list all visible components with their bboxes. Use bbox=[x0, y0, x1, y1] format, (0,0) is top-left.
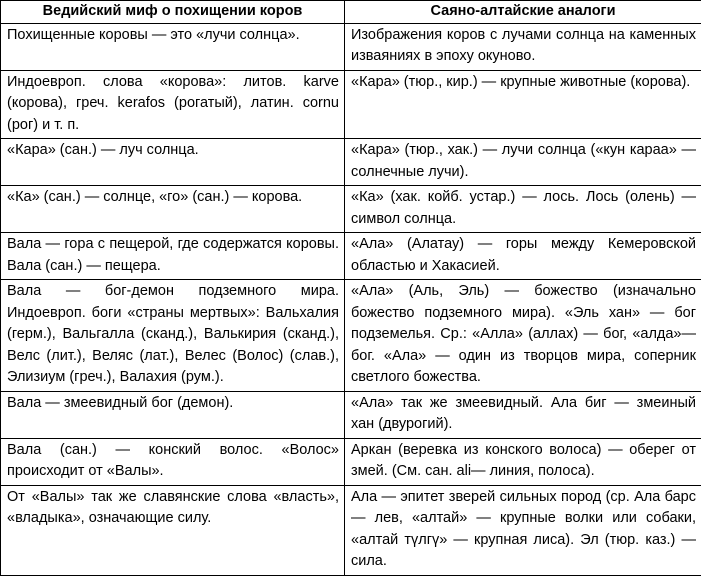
table-row bbox=[1, 186, 701, 233]
vedic-cell: Вала — бог-демон подземного мира. Индоевроп. боги «страны мертвых»: Вальхалия (герм.), Вальгалла (сканд.), Валькирия (сканд.), Велс (лит.), Веляс (лат.), Велес (Волос) (слав.), Элизиум (греч.), Валахия (рум.). bbox=[1, 280, 345, 392]
vedic-cell: «Ка» (сан.) — солнце, «го» (сан.) — корова. bbox=[1, 186, 345, 233]
altai-cell: «Ала» (Аль, Эль) — божество (изначально божество подземного мира). «Эль хан» — бог подземелья. Ср.: «Алла» (аллах) — бог, «алда»— бог. «Ала» — один из творцов мира, соперник светлого божества. bbox=[345, 280, 701, 392]
altai-cell: Ала — эпитет зверей сильных пород (ср. Ала барс — лев, «алтай» — крупные волки или собаки, «алтай түлгү» — крупная лиса). Эл (тюр. каз.) — сила. bbox=[345, 485, 701, 575]
altai-cell: Аркан (веревка из конского волоса) — оберег от змей. (См. сан. ali— линия, полоса). bbox=[345, 438, 701, 485]
altai-cell: «Кара» (тюр., кир.) — крупные животные (корова). bbox=[345, 70, 701, 139]
column-header-vedic-myth: Ведийский миф о похищении коров bbox=[1, 1, 345, 24]
vedic-cell: Похищенные коровы — это «лучи солнца». bbox=[1, 23, 345, 70]
altai-cell: Изображения коров с лучами солнца на каменных изваяниях в эпоху окуново. bbox=[345, 23, 701, 70]
table-row bbox=[1, 233, 701, 280]
vedic-cell: Вала — змеевидный бог (демон). bbox=[1, 391, 345, 438]
vedic-cell: Вала — гора с пещерой, где содержатся коровы. Вала (сан.) — пещера. bbox=[1, 233, 345, 280]
altai-cell: «Ка» (хак. койб. устар.) — лось. Лось (олень) — символ солнца. bbox=[345, 186, 701, 233]
table-row bbox=[1, 139, 701, 186]
vedic-cell: От «Валы» так же славянские слова «власть», «владыка», означающие силу. bbox=[1, 485, 345, 575]
table-row bbox=[1, 23, 701, 70]
altai-cell: «Ала» так же змеевидный. Ала биг — змеиный хан (двурогий). bbox=[345, 391, 701, 438]
table-row bbox=[1, 70, 701, 139]
vedic-cell: «Кара» (сан.) — луч солнца. bbox=[1, 139, 345, 186]
table-row bbox=[1, 438, 701, 485]
altai-cell: «Ала» (Алатау) — горы между Кемеровской областью и Хакасией. bbox=[345, 233, 701, 280]
column-header-sayan-altai: Саяно-алтайские аналоги bbox=[345, 1, 701, 24]
table-row bbox=[1, 485, 701, 575]
table-row bbox=[1, 280, 701, 392]
vedic-cell: Индоевроп. слова «корова»: литов. karve (корова), греч. kerafos (рогатый), латин. cornu (рог) и т. п. bbox=[1, 70, 345, 139]
altai-cell: «Кара» (тюр., хак.) — лучи солнца («кун караа» — солнечные лучи). bbox=[345, 139, 701, 186]
header-row bbox=[1, 1, 701, 24]
vedic-cell: Вала (сан.) — конский волос. «Волос» происходит от «Валы». bbox=[1, 438, 345, 485]
table-row bbox=[1, 391, 701, 438]
